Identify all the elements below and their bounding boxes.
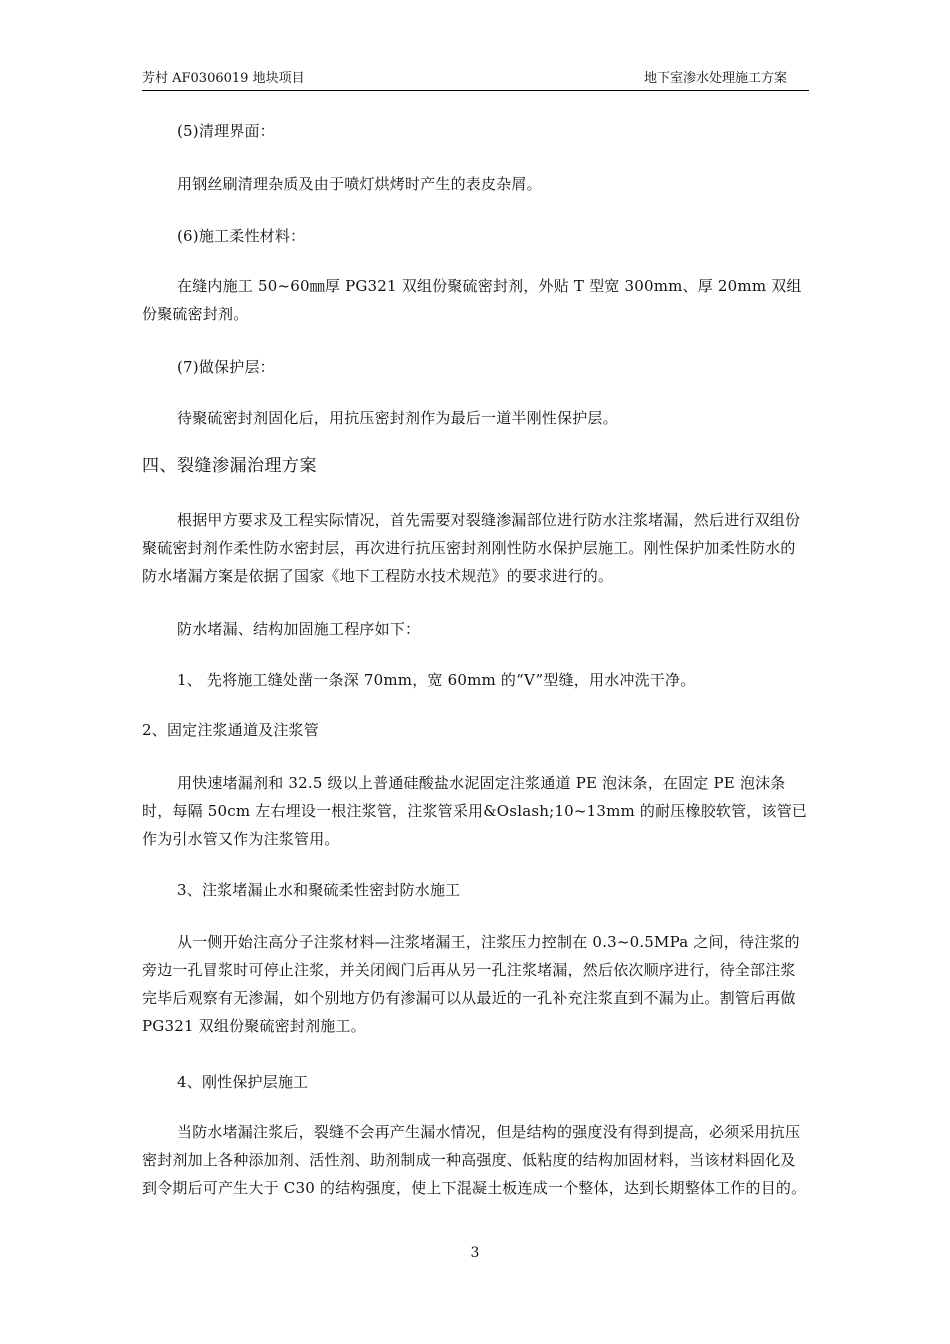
step-6-text: 在缝内施工 50~60㎜厚 PG321 双组份聚硫密封剂，外贴 T 型宽 300mm、厚 20mm 双组份聚硫密封剂。 (142, 277, 802, 323)
procedure-step-1: 1、 先将施工缝处凿一条深 70mm，宽 60mm 的“V”型缝，用水冲洗干净。 (177, 671, 696, 689)
step-7-heading: (7)做保护层： (177, 358, 275, 376)
step-7-text: 待聚硫密封剂固化后，用抗压密封剂作为最后一道半刚性保护层。 (177, 409, 618, 427)
header-project-name: 芳村 AF0306019 地块项目 (142, 71, 305, 86)
procedure-step-4-heading: 4、刚性保护层施工 (177, 1073, 309, 1091)
procedure-step-3-heading: 3、注浆堵漏止水和聚硫柔性密封防水施工 (177, 881, 461, 899)
section-4-intro: 根据甲方要求及工程实际情况，首先需要对裂缝渗漏部位进行防水注浆堵漏，然后进行双组份聚硫密封剂作柔性防水密封层，再次进行抗压密封剂刚性防水保护层施工。刚性保护加柔性防水的防水堵漏方案是依据了国家《地下工程防水技术规范》的要求进行的。 (142, 511, 801, 585)
procedure-step-3-text: 从一侧开始注高分子注浆材料—注浆堵漏王，注浆压力控制在 0.3~0.5MPa 之间，待注浆的旁边一孔冒浆时可停止注浆，并关闭阀门后再从另一孔注浆堵漏，然后依次顺序进行，待全部注浆完毕后观察有无渗漏，如个别地方仍有渗漏可以从最近的一孔补充注浆直到不漏为止。割管后再做 PG321 双组份聚硫密封剂施工。 (142, 933, 800, 1035)
procedure-step-2-text: 用快速堵漏剂和 32.5 级以上普通硅酸盐水泥固定注浆通道 PE 泡沫条，在固定 PE 泡沫条时，每隔 50cm 左右埋设一根注浆管，注浆管采用&Oslash;10~13mm 的耐压橡胶软管，该管已作为引水管又作为注浆管用。 (142, 774, 808, 848)
step-5-text: 用钢丝刷清理杂质及由于喷灯烘烤时产生的表皮杂屑。 (177, 175, 542, 193)
step-5-heading: (5)清理界面： (177, 122, 275, 140)
procedure-intro: 防水堵漏、结构加固施工程序如下： (177, 620, 421, 638)
page-number: 3 (470, 1245, 480, 1261)
procedure-step-4-text: 当防水堵漏注浆后，裂缝不会再产生漏水情况，但是结构的强度没有得到提高，必须采用抗压密封剂加上各种添加剂、活性剂、助剂制成一种高强度、低粘度的结构加固材料，当该材料固化及到令期后可产生大于 C30 的结构强度，使上下混凝土板连成一个整体，达到长期整体工作的目的。 (142, 1123, 807, 1197)
page-header (142, 70, 809, 91)
section-4-heading: 四、裂缝渗漏治理方案 (142, 456, 317, 476)
procedure-step-2-heading: 2、固定注浆通道及注浆管 (142, 721, 319, 739)
step-6-heading: (6)施工柔性材料： (177, 227, 306, 245)
header-document-title: 地下室渗水处理施工方案 (643, 71, 787, 86)
